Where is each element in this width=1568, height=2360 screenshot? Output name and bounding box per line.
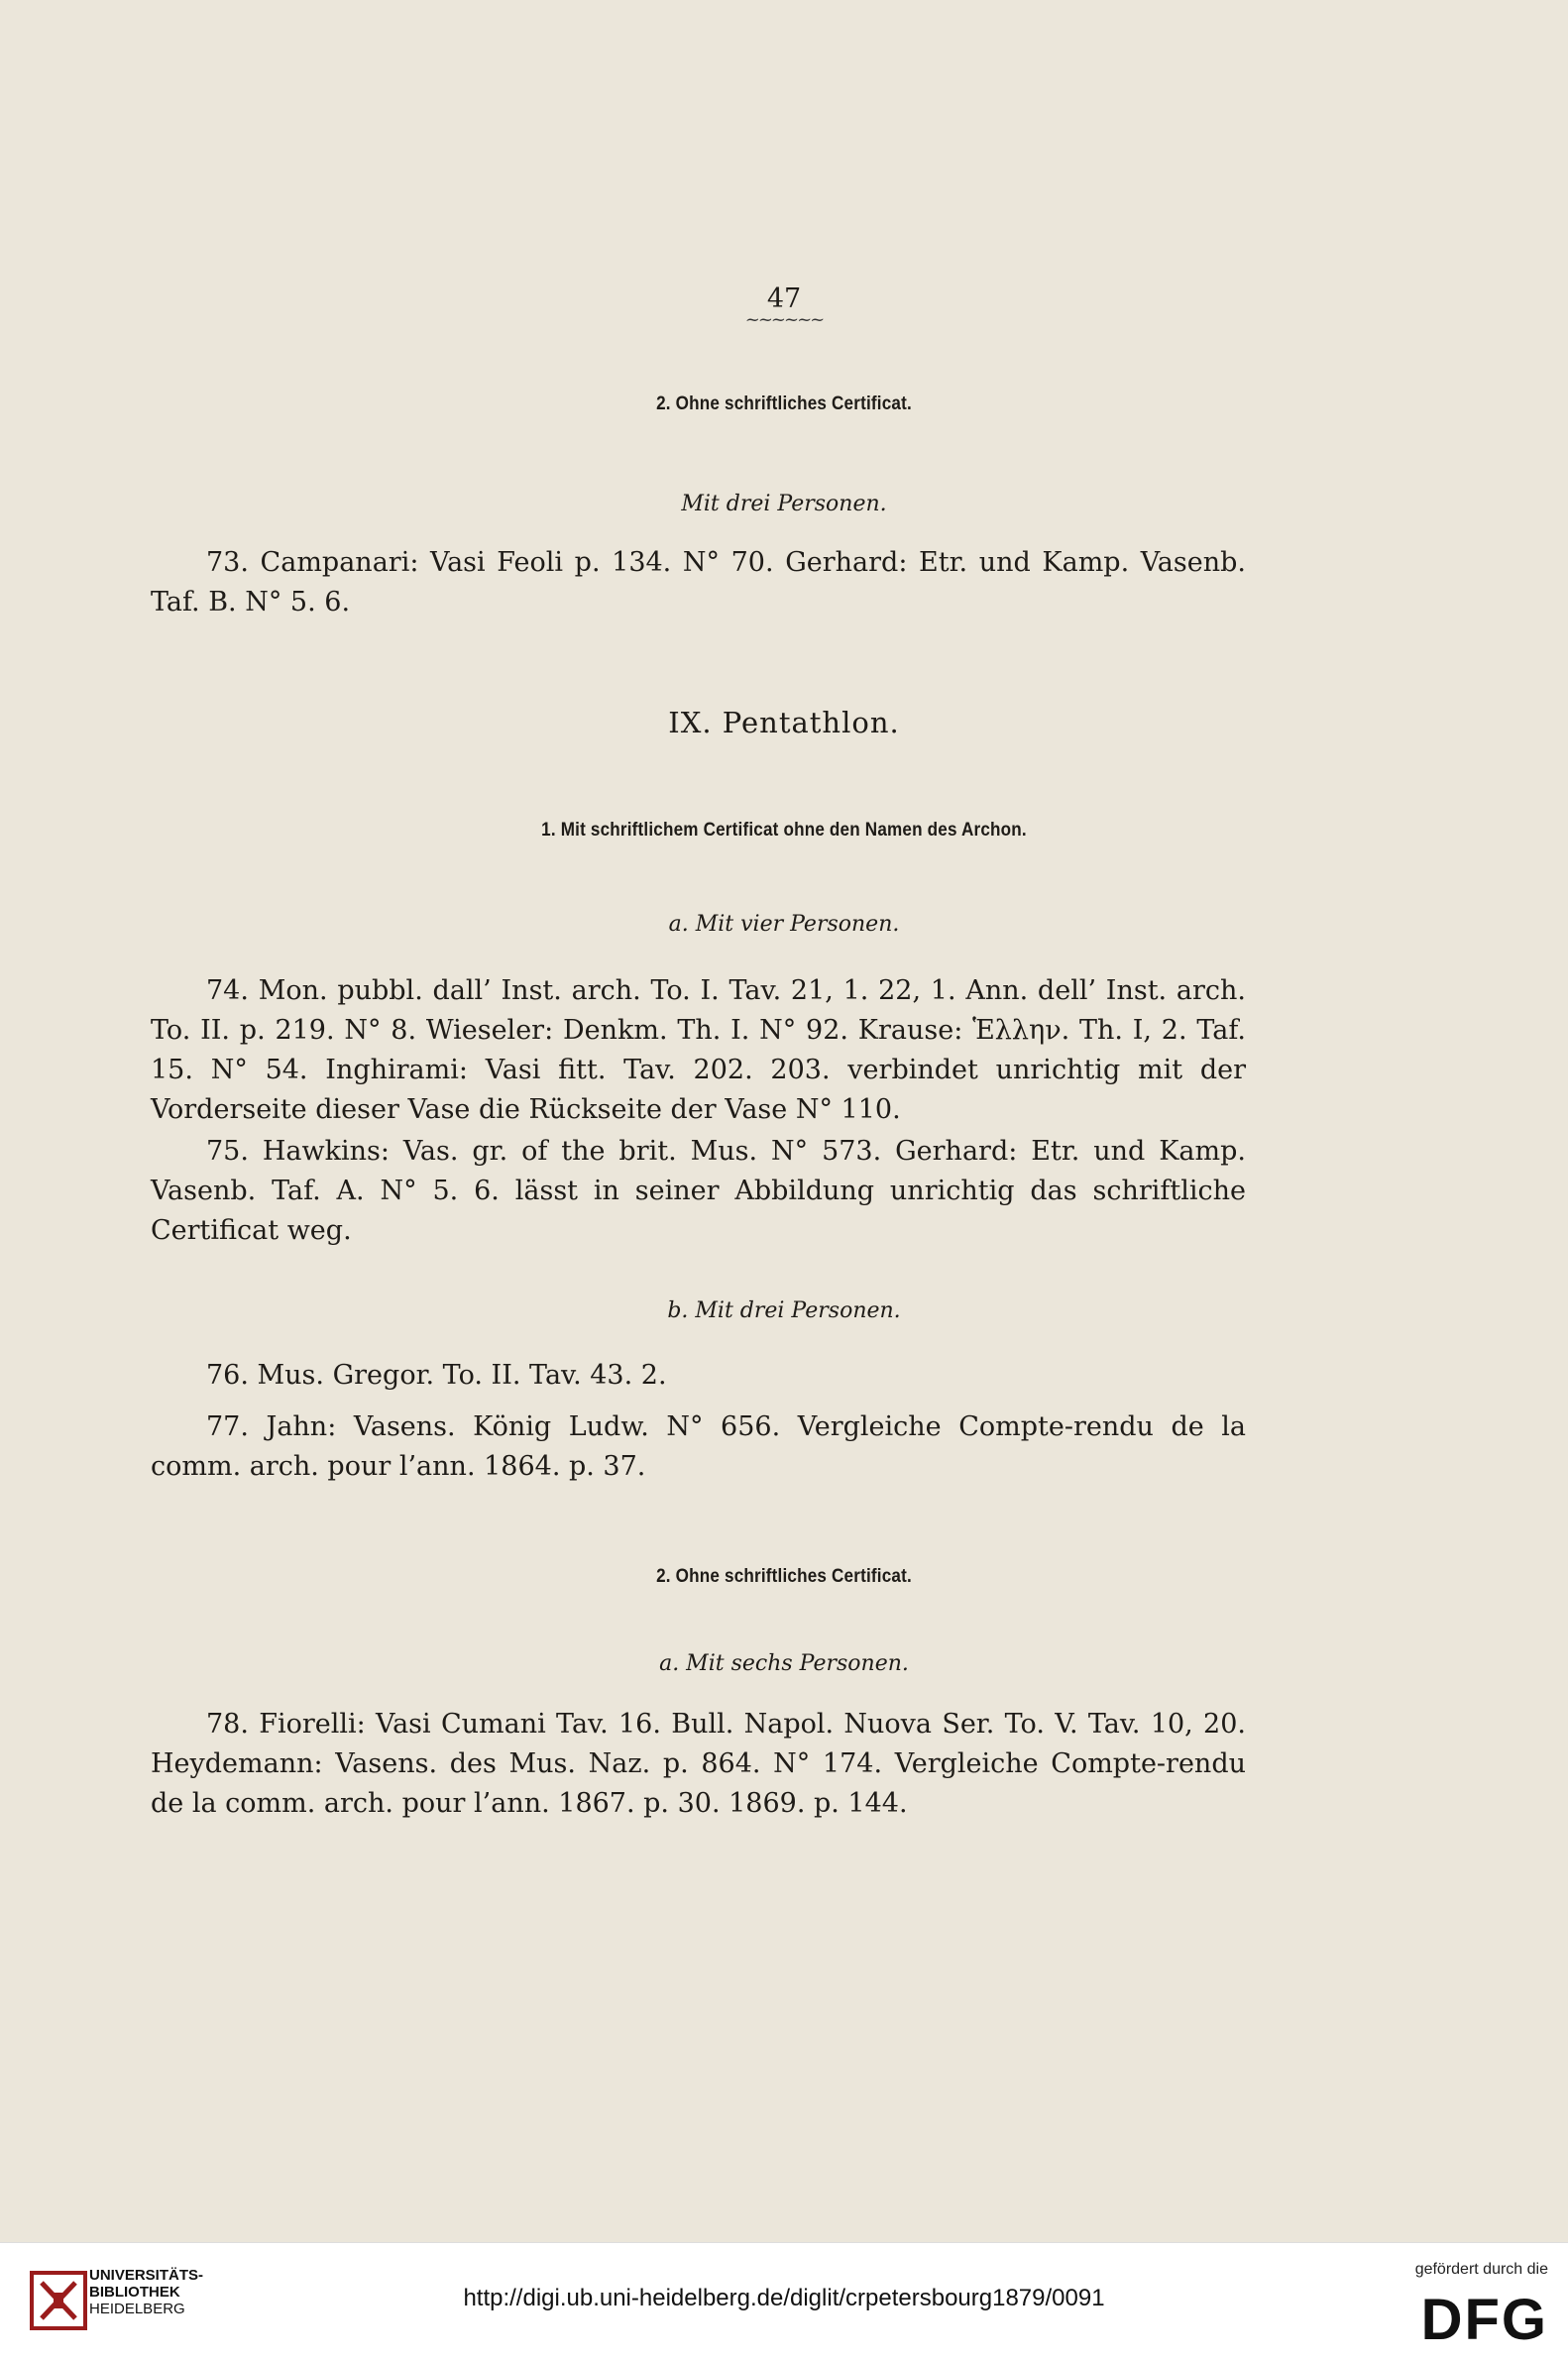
entry-74 (151, 971, 1246, 1130)
section-heading: 2. Ohne schriftliches Certificat. (656, 393, 912, 414)
subheading: b. Mit drei Personen. (667, 1298, 901, 1323)
entry-73 (151, 543, 1246, 622)
viewer-footer (0, 2242, 1568, 2360)
entry-76 (151, 1356, 1246, 1396)
entry-78 (151, 1705, 1246, 1824)
page-number-ornament: ~~~~~~ (744, 309, 824, 330)
subheading: a. Mit vier Personen. (668, 912, 900, 937)
funder-caption: gefördert durch die (1414, 2261, 1548, 2278)
entry-text: 73. Campanari: Vasi Feoli p. 134. N° 70. Gerhard: Etr. und Kamp. Vasenb. Taf. B. N° 5. 6. (151, 547, 1246, 618)
subheading: Mit drei Personen. (681, 492, 887, 516)
entry-text: 78. Fiorelli: Vasi Cumani Tav. 16. Bull. Napol. Nuova Ser. To. V. Tav. 10, 20. Heydemann: Vasens. des Mus. Naz. p. 864. N° 174. Vergleiche Compte-rendu de la comm. arch. pour l’ann. 1867. p. 30. 1869. p. 144. (151, 1709, 1246, 1819)
permalink-url[interactable]: http://digi.ub.uni-heidelberg.de/diglit/crpetersbourg1879/0091 (463, 2285, 1105, 2311)
section-heading: 1. Mit schriftlichem Certificat ohne den Namen des Archon. (541, 820, 1027, 841)
entry-text: 77. Jahn: Vasens. König Ludw. N° 656. Vergleiche Compte-rendu de la comm. arch. pour l’ann. 1864. p. 37. (151, 1411, 1246, 1482)
entry-text: 76. Mus. Gregor. To. II. Tav. 43. 2. (206, 1360, 667, 1391)
entry-text: 74. Mon. pubbl. dall’ Inst. arch. To. I. Tav. 21, 1. 22, 1. Ann. dell’ Inst. arch. To. II. p. 219. N° 8. Wieseler: Denkm. Th. I. N° 92. Krause: Ἑλλην. Th. I, 2. Taf. 15. N° 54. Inghirami: Vasi fitt. Tav. 202. 203. verbindet unrichtig mit der Vorderseite dieser Vase die Rückseite der Vase N° 110. (151, 975, 1246, 1125)
entry-77 (151, 1407, 1246, 1487)
page-number: 47 (766, 283, 802, 314)
subheading: a. Mit sechs Personen. (659, 1651, 909, 1676)
section-title: IX. Pentathlon. (668, 706, 900, 739)
section-heading: 2. Ohne schriftliches Certificat. (656, 1566, 912, 1587)
dfg-logo: DFG (1420, 2288, 1548, 2352)
entry-text: 75. Hawkins: Vas. gr. of the brit. Mus. N° 573. Gerhard: Etr. und Kamp. Vasenb. Taf. A. N° 5. 6. lässt in seiner Abbildung unrichtig das schriftliche Certificat weg. (151, 1136, 1246, 1246)
entry-75 (151, 1132, 1246, 1251)
library-name: UNIVERSITÄTS- BIBLIOTHEK HEIDELBERG (89, 2267, 204, 2317)
